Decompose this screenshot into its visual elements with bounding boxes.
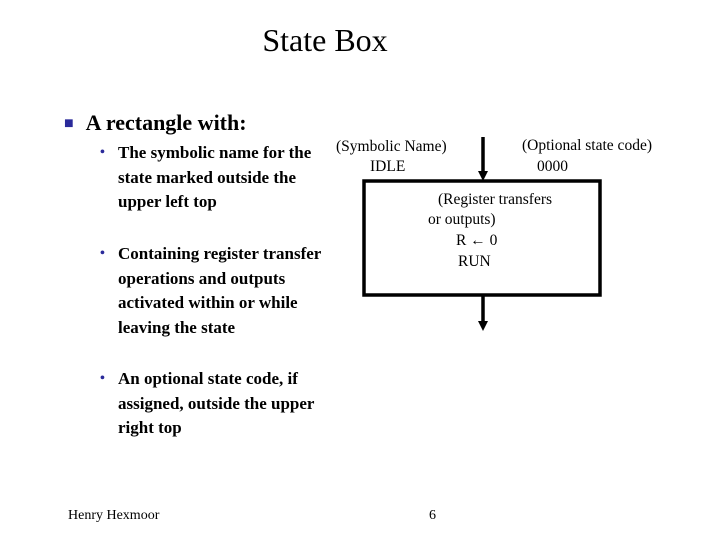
- box-line-1: (Register transfers: [437, 191, 553, 208]
- box-line-2: or outputs): [428, 211, 496, 228]
- footer-author: Henry Hexmoor: [68, 508, 160, 523]
- sub-bullet-text: The symbolic name for the state marked outside the upper left top: [118, 143, 312, 211]
- page-number: 6: [429, 508, 436, 523]
- square-bullet-icon: ■: [64, 115, 74, 132]
- symbolic-name-value: IDLE: [370, 158, 406, 175]
- dot-bullet-icon: •: [100, 246, 105, 261]
- state-code-value: 0000: [537, 158, 568, 175]
- slide-title: State Box: [262, 22, 388, 58]
- sub-bullet-text: An optional state code, if assigned, outside the upper right top: [118, 369, 315, 437]
- dot-bullet-icon: •: [100, 371, 105, 386]
- symbolic-name-label: (Symbolic Name): [336, 138, 447, 155]
- box-line-4: RUN: [458, 253, 491, 270]
- dot-bullet-icon: •: [100, 145, 105, 160]
- state-code-label: (Optional state code): [522, 137, 652, 154]
- main-bullet-text: A rectangle with:: [85, 110, 247, 135]
- sub-bullet-text: Containing register transfer operations and outputs activated within or while leaving the state: [118, 244, 322, 337]
- box-line-3: R ← 0: [456, 232, 498, 249]
